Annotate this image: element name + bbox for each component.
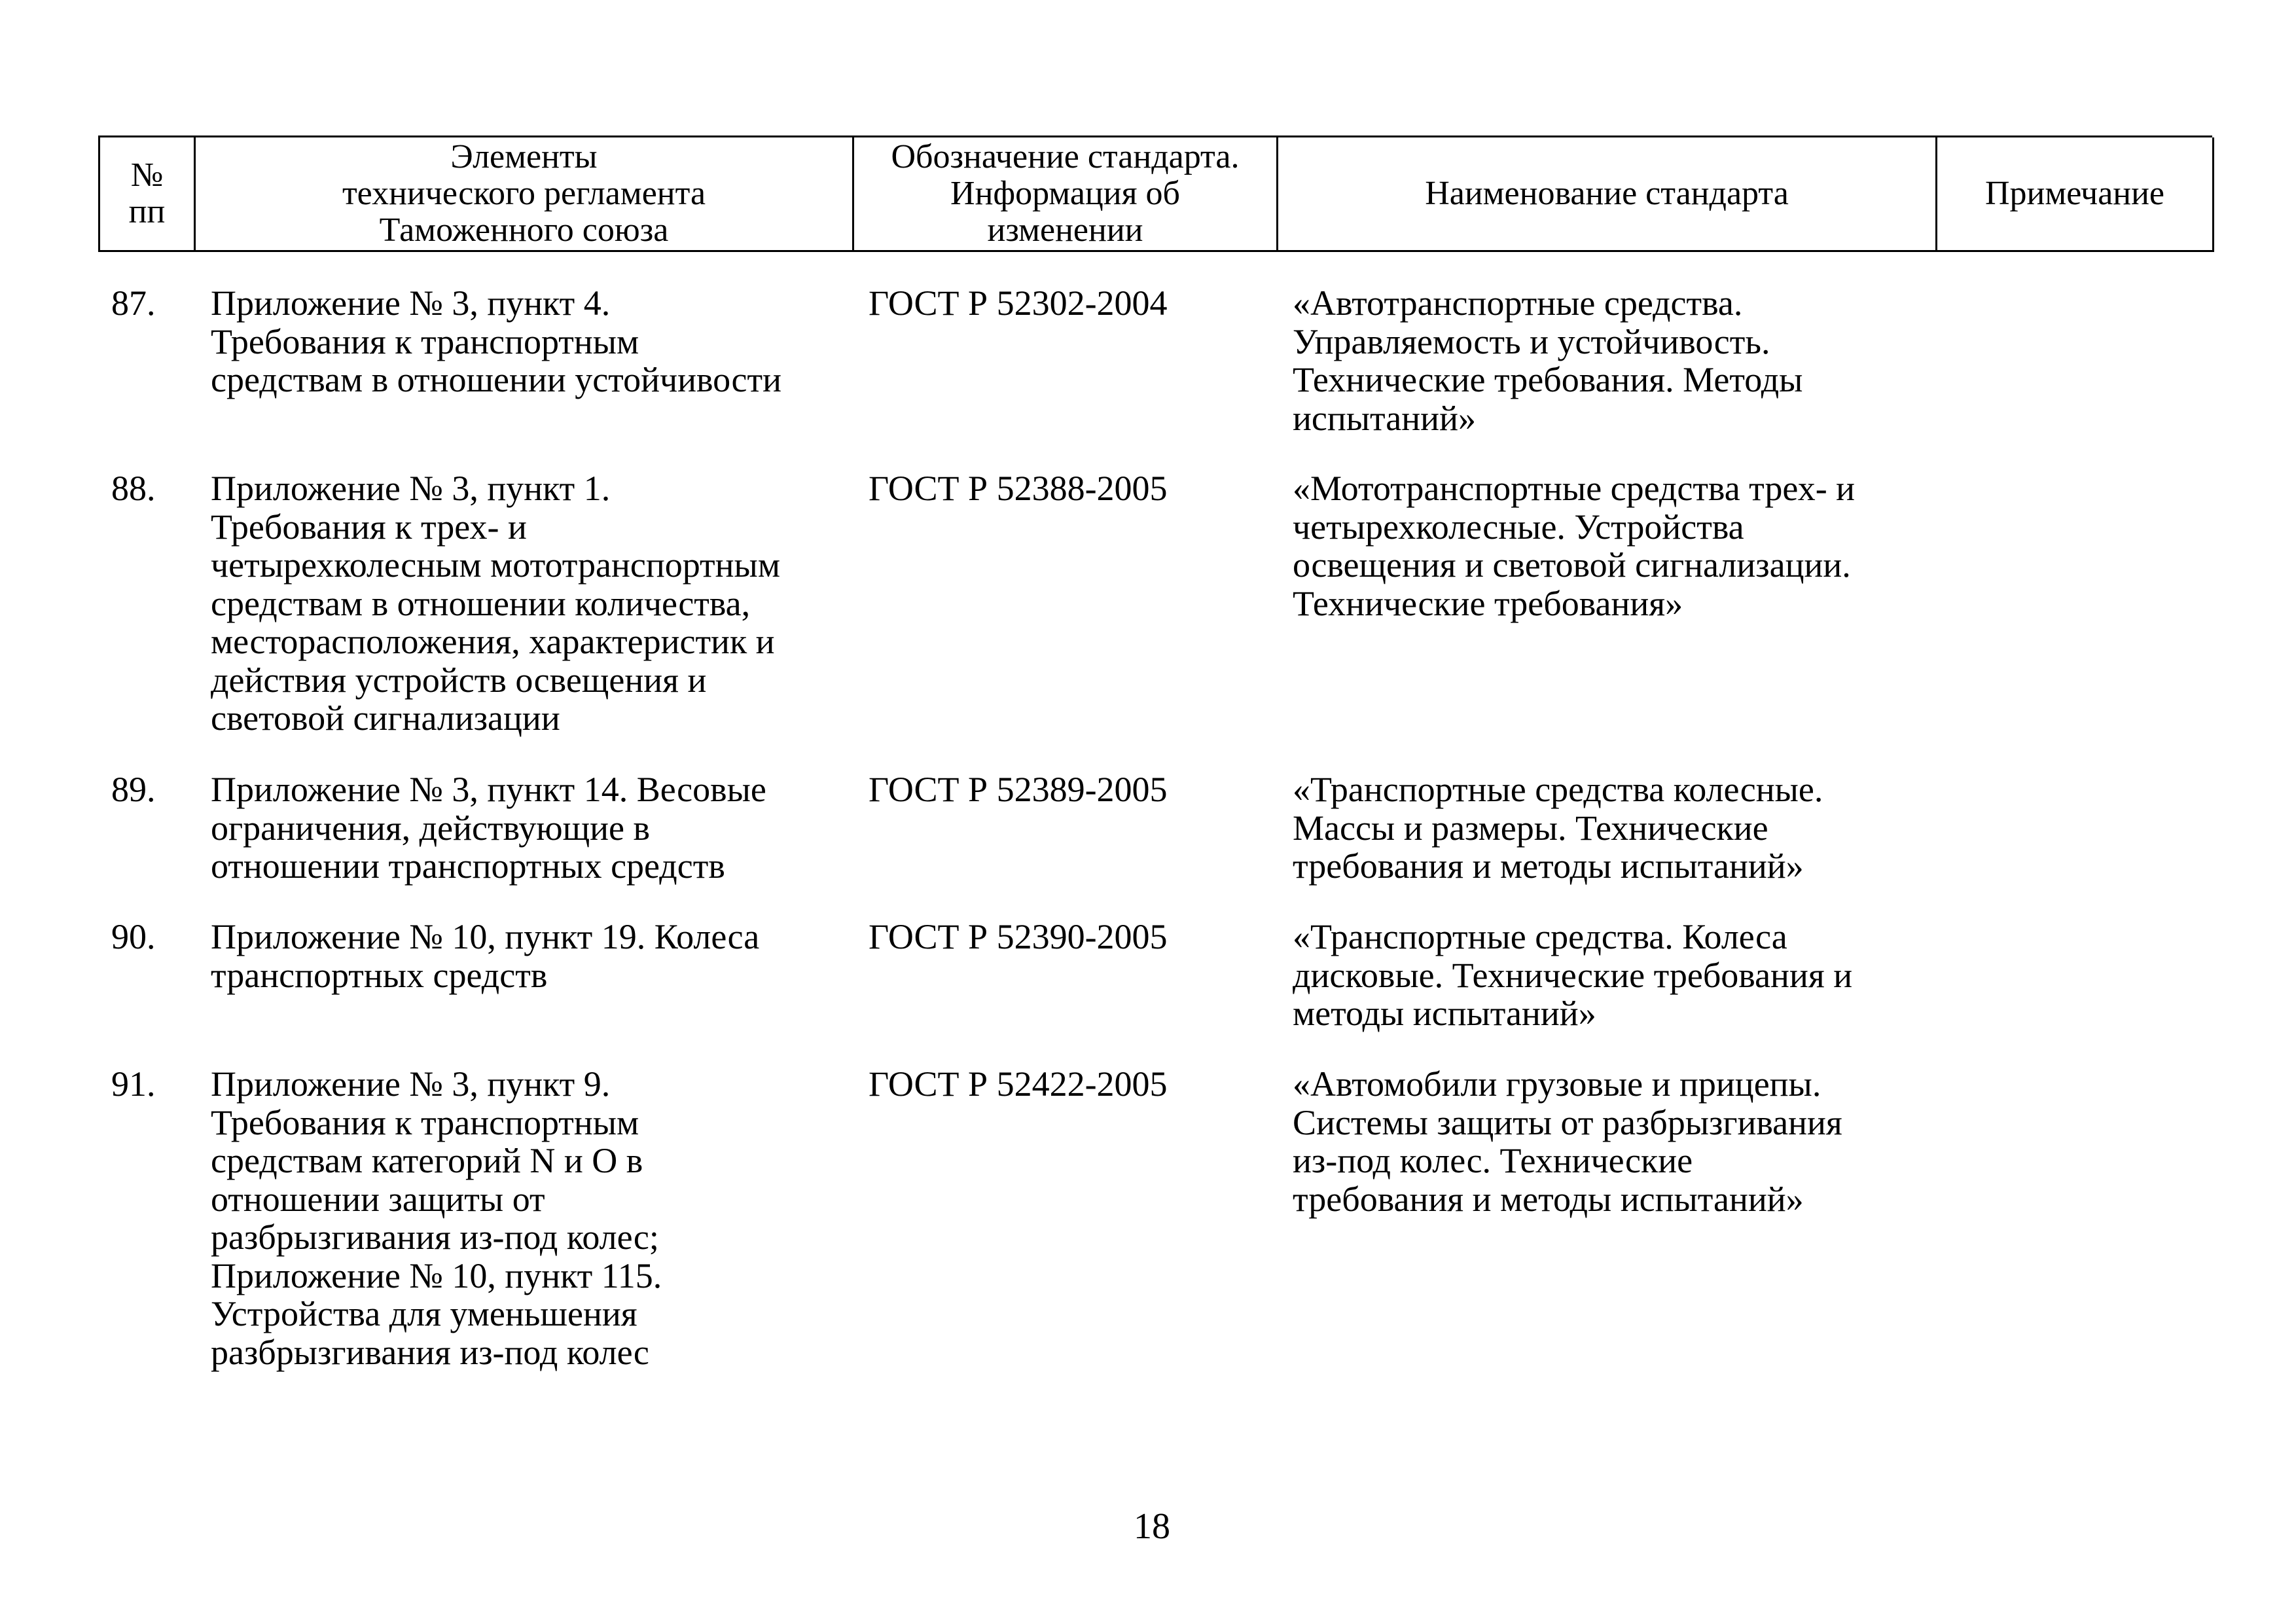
row-number: 89. xyxy=(111,770,156,809)
page-number: 18 xyxy=(1134,1506,1170,1547)
row-elements: Приложение № 3, пункт 4. Требования к транспортным средствам в отношении устойчивости xyxy=(211,283,781,399)
row-elements: Приложение № 10, пункт 19. Колеса транспортных средств xyxy=(211,917,760,995)
header-standard-code: Обозначение стандарта. Информация об изменении xyxy=(854,137,1278,252)
row-number: 87. xyxy=(111,283,156,323)
row-standard-name: «Мототранспортные средства трех- и четырехколесные. Устройства освещения и световой сигнализации. Технические требования» xyxy=(1293,469,1856,623)
row-elements: Приложение № 3, пункт 14. Весовые ограничения, действующие в отношении транспортных средств xyxy=(211,770,766,886)
row-standard-name: «Автомобили грузовые и прицепы. Системы защиты от разбрызгивания из-под колес. Технические требования и методы испытаний» xyxy=(1293,1064,1842,1219)
row-number: 88. xyxy=(111,469,156,508)
row-standard-name: «Транспортные средства колесные. Массы и размеры. Технические требования и методы испытаний» xyxy=(1293,770,1823,886)
row-standard-name: «Автотранспортные средства. Управляемость и устойчивость. Технические требования. Методы испытаний» xyxy=(1293,283,1803,438)
row-standard-code: ГОСТ Р 52422-2005 xyxy=(869,1064,1168,1104)
row-elements: Приложение № 3, пункт 9. Требования к транспортным средствам категорий N и O в отношении защиты от разбрызгивания из-под колес; Приложение № 10, пункт 115. Устройства для уменьшения разбрызгивания из-под колес xyxy=(211,1064,662,1372)
table-header xyxy=(98,135,2212,252)
header-standard-name: Наименование стандарта xyxy=(1278,137,1937,252)
header-elements: Элементы технического регламента Таможенного союза xyxy=(196,137,854,252)
row-standard-code: ГОСТ Р 52389-2005 xyxy=(869,770,1168,809)
row-elements: Приложение № 3, пункт 1. Требования к трех- и четырехколесным мототранспортным средствам в отношении количества, месторасположения, характеристик и действия устройств освещения и световой сигнализации xyxy=(211,469,780,738)
row-standard-name: «Транспортные средства. Колеса дисковые. Технические требования и методы испытаний» xyxy=(1293,917,1853,1033)
row-standard-code: ГОСТ Р 52302-2004 xyxy=(869,283,1168,323)
row-number: 91. xyxy=(111,1064,156,1104)
row-number: 90. xyxy=(111,917,156,956)
header-note: Примечание xyxy=(1937,137,2214,252)
row-standard-code: ГОСТ Р 52388-2005 xyxy=(869,469,1168,508)
row-standard-code: ГОСТ Р 52390-2005 xyxy=(869,917,1168,956)
header-num: № пп xyxy=(100,137,196,252)
